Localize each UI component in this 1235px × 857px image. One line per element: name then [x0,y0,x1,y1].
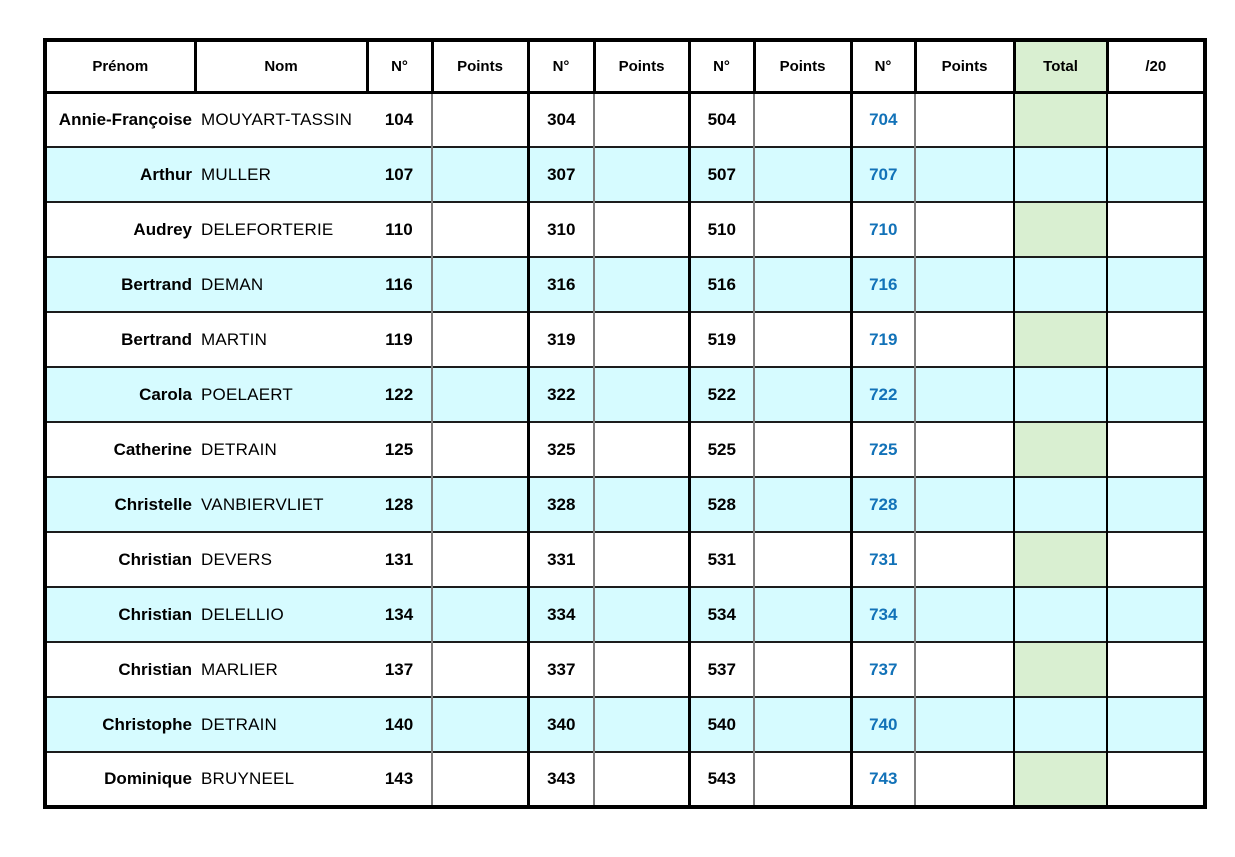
cell-score-20 [1107,202,1205,257]
cell-score-20 [1107,92,1205,147]
cell-points-4 [915,422,1014,477]
cell-points-2 [594,532,689,587]
cell-total [1014,587,1107,642]
cell-number-4: 707 [851,147,915,202]
table-row [45,752,1205,807]
cell-number-4: 704 [851,92,915,147]
cell-points-2 [594,642,689,697]
cell-number-4: 722 [851,367,915,422]
cell-points-1 [432,92,528,147]
cell-points-4 [915,642,1014,697]
cell-points-1 [432,202,528,257]
cell-number-1: 137 [367,642,432,697]
cell-number-3: 522 [689,367,754,422]
table-row [45,147,1205,202]
header-score-20: /20 [1107,40,1205,92]
cell-number-2: 316 [528,257,594,312]
cell-number-3: 528 [689,477,754,532]
cell-points-4 [915,697,1014,752]
cell-score-20 [1107,147,1205,202]
table-row [45,92,1205,147]
header-numero-2: N° [528,40,594,92]
header-prenom: Prénom [45,40,195,92]
cell-first-name: Christophe [45,697,195,752]
cell-points-2 [594,147,689,202]
table-row [45,477,1205,532]
cell-number-1: 104 [367,92,432,147]
cell-number-1: 107 [367,147,432,202]
cell-number-4: 737 [851,642,915,697]
cell-score-20 [1107,477,1205,532]
cell-score-20 [1107,367,1205,422]
cell-points-3 [754,367,851,422]
cell-points-3 [754,257,851,312]
cell-points-1 [432,477,528,532]
table-header [45,40,1205,92]
cell-number-1: 125 [367,422,432,477]
cell-number-1: 131 [367,532,432,587]
cell-number-1: 140 [367,697,432,752]
cell-number-3: 516 [689,257,754,312]
cell-points-1 [432,422,528,477]
cell-points-2 [594,697,689,752]
cell-total [1014,422,1107,477]
cell-total [1014,642,1107,697]
cell-last-name: VANBIERVLIET [195,477,367,532]
cell-points-2 [594,202,689,257]
cell-score-20 [1107,642,1205,697]
cell-score-20 [1107,587,1205,642]
cell-score-20 [1107,752,1205,807]
cell-number-1: 143 [367,752,432,807]
cell-number-4: 743 [851,752,915,807]
cell-number-2: 343 [528,752,594,807]
cell-number-3: 510 [689,202,754,257]
table-row [45,202,1205,257]
cell-points-1 [432,532,528,587]
cell-points-2 [594,752,689,807]
cell-points-2 [594,422,689,477]
cell-points-3 [754,312,851,367]
cell-points-3 [754,202,851,257]
cell-last-name: BRUYNEEL [195,752,367,807]
cell-points-1 [432,147,528,202]
cell-total [1014,367,1107,422]
cell-total [1014,312,1107,367]
cell-points-4 [915,312,1014,367]
cell-total [1014,147,1107,202]
cell-number-3: 540 [689,697,754,752]
cell-last-name: DELEFORTERIE [195,202,367,257]
cell-points-4 [915,257,1014,312]
cell-number-4: 734 [851,587,915,642]
cell-points-2 [594,587,689,642]
cell-points-1 [432,587,528,642]
cell-number-1: 110 [367,202,432,257]
cell-points-3 [754,147,851,202]
results-table [43,38,1207,809]
cell-number-3: 507 [689,147,754,202]
cell-points-4 [915,587,1014,642]
cell-total [1014,532,1107,587]
cell-number-1: 116 [367,257,432,312]
cell-points-3 [754,92,851,147]
cell-points-3 [754,532,851,587]
header-numero-4: N° [851,40,915,92]
cell-number-2: 325 [528,422,594,477]
cell-last-name: DEMAN [195,257,367,312]
cell-score-20 [1107,257,1205,312]
cell-total [1014,92,1107,147]
cell-number-2: 337 [528,642,594,697]
cell-points-3 [754,642,851,697]
cell-number-3: 537 [689,642,754,697]
cell-first-name: Christian [45,532,195,587]
cell-points-4 [915,367,1014,422]
cell-first-name: Catherine [45,422,195,477]
cell-number-2: 310 [528,202,594,257]
cell-number-2: 328 [528,477,594,532]
cell-number-3: 543 [689,752,754,807]
cell-points-1 [432,367,528,422]
cell-points-1 [432,312,528,367]
cell-first-name: Bertrand [45,257,195,312]
cell-total [1014,752,1107,807]
cell-number-3: 504 [689,92,754,147]
cell-score-20 [1107,422,1205,477]
cell-last-name: POELAERT [195,367,367,422]
header-points-1: Points [432,40,528,92]
table-row [45,532,1205,587]
cell-number-3: 534 [689,587,754,642]
header-numero-1: N° [367,40,432,92]
cell-points-3 [754,477,851,532]
header-total: Total [1014,40,1107,92]
cell-first-name: Arthur [45,147,195,202]
cell-score-20 [1107,532,1205,587]
cell-number-2: 322 [528,367,594,422]
cell-points-4 [915,147,1014,202]
cell-last-name: MULLER [195,147,367,202]
cell-points-1 [432,697,528,752]
cell-points-3 [754,422,851,477]
cell-points-2 [594,92,689,147]
cell-number-4: 719 [851,312,915,367]
header-points-2: Points [594,40,689,92]
cell-points-3 [754,752,851,807]
cell-total [1014,697,1107,752]
cell-number-2: 319 [528,312,594,367]
cell-number-3: 525 [689,422,754,477]
cell-points-4 [915,92,1014,147]
cell-first-name: Bertrand [45,312,195,367]
cell-number-1: 119 [367,312,432,367]
cell-points-4 [915,202,1014,257]
cell-number-2: 307 [528,147,594,202]
cell-number-1: 122 [367,367,432,422]
cell-first-name: Christian [45,587,195,642]
table-row [45,257,1205,312]
cell-last-name: DETRAIN [195,422,367,477]
table-row [45,642,1205,697]
cell-points-2 [594,257,689,312]
cell-first-name: Carola [45,367,195,422]
cell-points-3 [754,587,851,642]
table-row [45,422,1205,477]
cell-first-name: Christelle [45,477,195,532]
cell-points-2 [594,312,689,367]
cell-total [1014,477,1107,532]
cell-last-name: DEVERS [195,532,367,587]
cell-points-4 [915,532,1014,587]
cell-number-2: 334 [528,587,594,642]
cell-total [1014,202,1107,257]
cell-score-20 [1107,312,1205,367]
cell-last-name: DELELLIO [195,587,367,642]
table-row [45,312,1205,367]
header-points-3: Points [754,40,851,92]
cell-number-1: 134 [367,587,432,642]
cell-points-2 [594,477,689,532]
header-numero-3: N° [689,40,754,92]
table-body [45,92,1205,807]
table-row [45,587,1205,642]
cell-points-2 [594,367,689,422]
cell-number-3: 519 [689,312,754,367]
cell-number-2: 304 [528,92,594,147]
cell-points-1 [432,257,528,312]
cell-number-4: 740 [851,697,915,752]
table-row [45,367,1205,422]
cell-points-4 [915,752,1014,807]
cell-number-4: 710 [851,202,915,257]
header-points-4: Points [915,40,1014,92]
cell-last-name: MOUYART-TASSIN [195,92,367,147]
cell-last-name: DETRAIN [195,697,367,752]
cell-first-name: Dominique [45,752,195,807]
header-nom: Nom [195,40,367,92]
cell-first-name: Annie-Françoise [45,92,195,147]
cell-number-4: 728 [851,477,915,532]
cell-points-3 [754,697,851,752]
table-row [45,697,1205,752]
cell-points-1 [432,642,528,697]
header-row [45,40,1205,92]
cell-number-4: 731 [851,532,915,587]
cell-last-name: MARLIER [195,642,367,697]
cell-score-20 [1107,697,1205,752]
cell-number-4: 725 [851,422,915,477]
cell-first-name: Christian [45,642,195,697]
cell-last-name: MARTIN [195,312,367,367]
cell-points-1 [432,752,528,807]
cell-number-2: 331 [528,532,594,587]
cell-first-name: Audrey [45,202,195,257]
cell-number-3: 531 [689,532,754,587]
cell-number-4: 716 [851,257,915,312]
cell-number-1: 128 [367,477,432,532]
cell-number-2: 340 [528,697,594,752]
cell-points-4 [915,477,1014,532]
cell-total [1014,257,1107,312]
